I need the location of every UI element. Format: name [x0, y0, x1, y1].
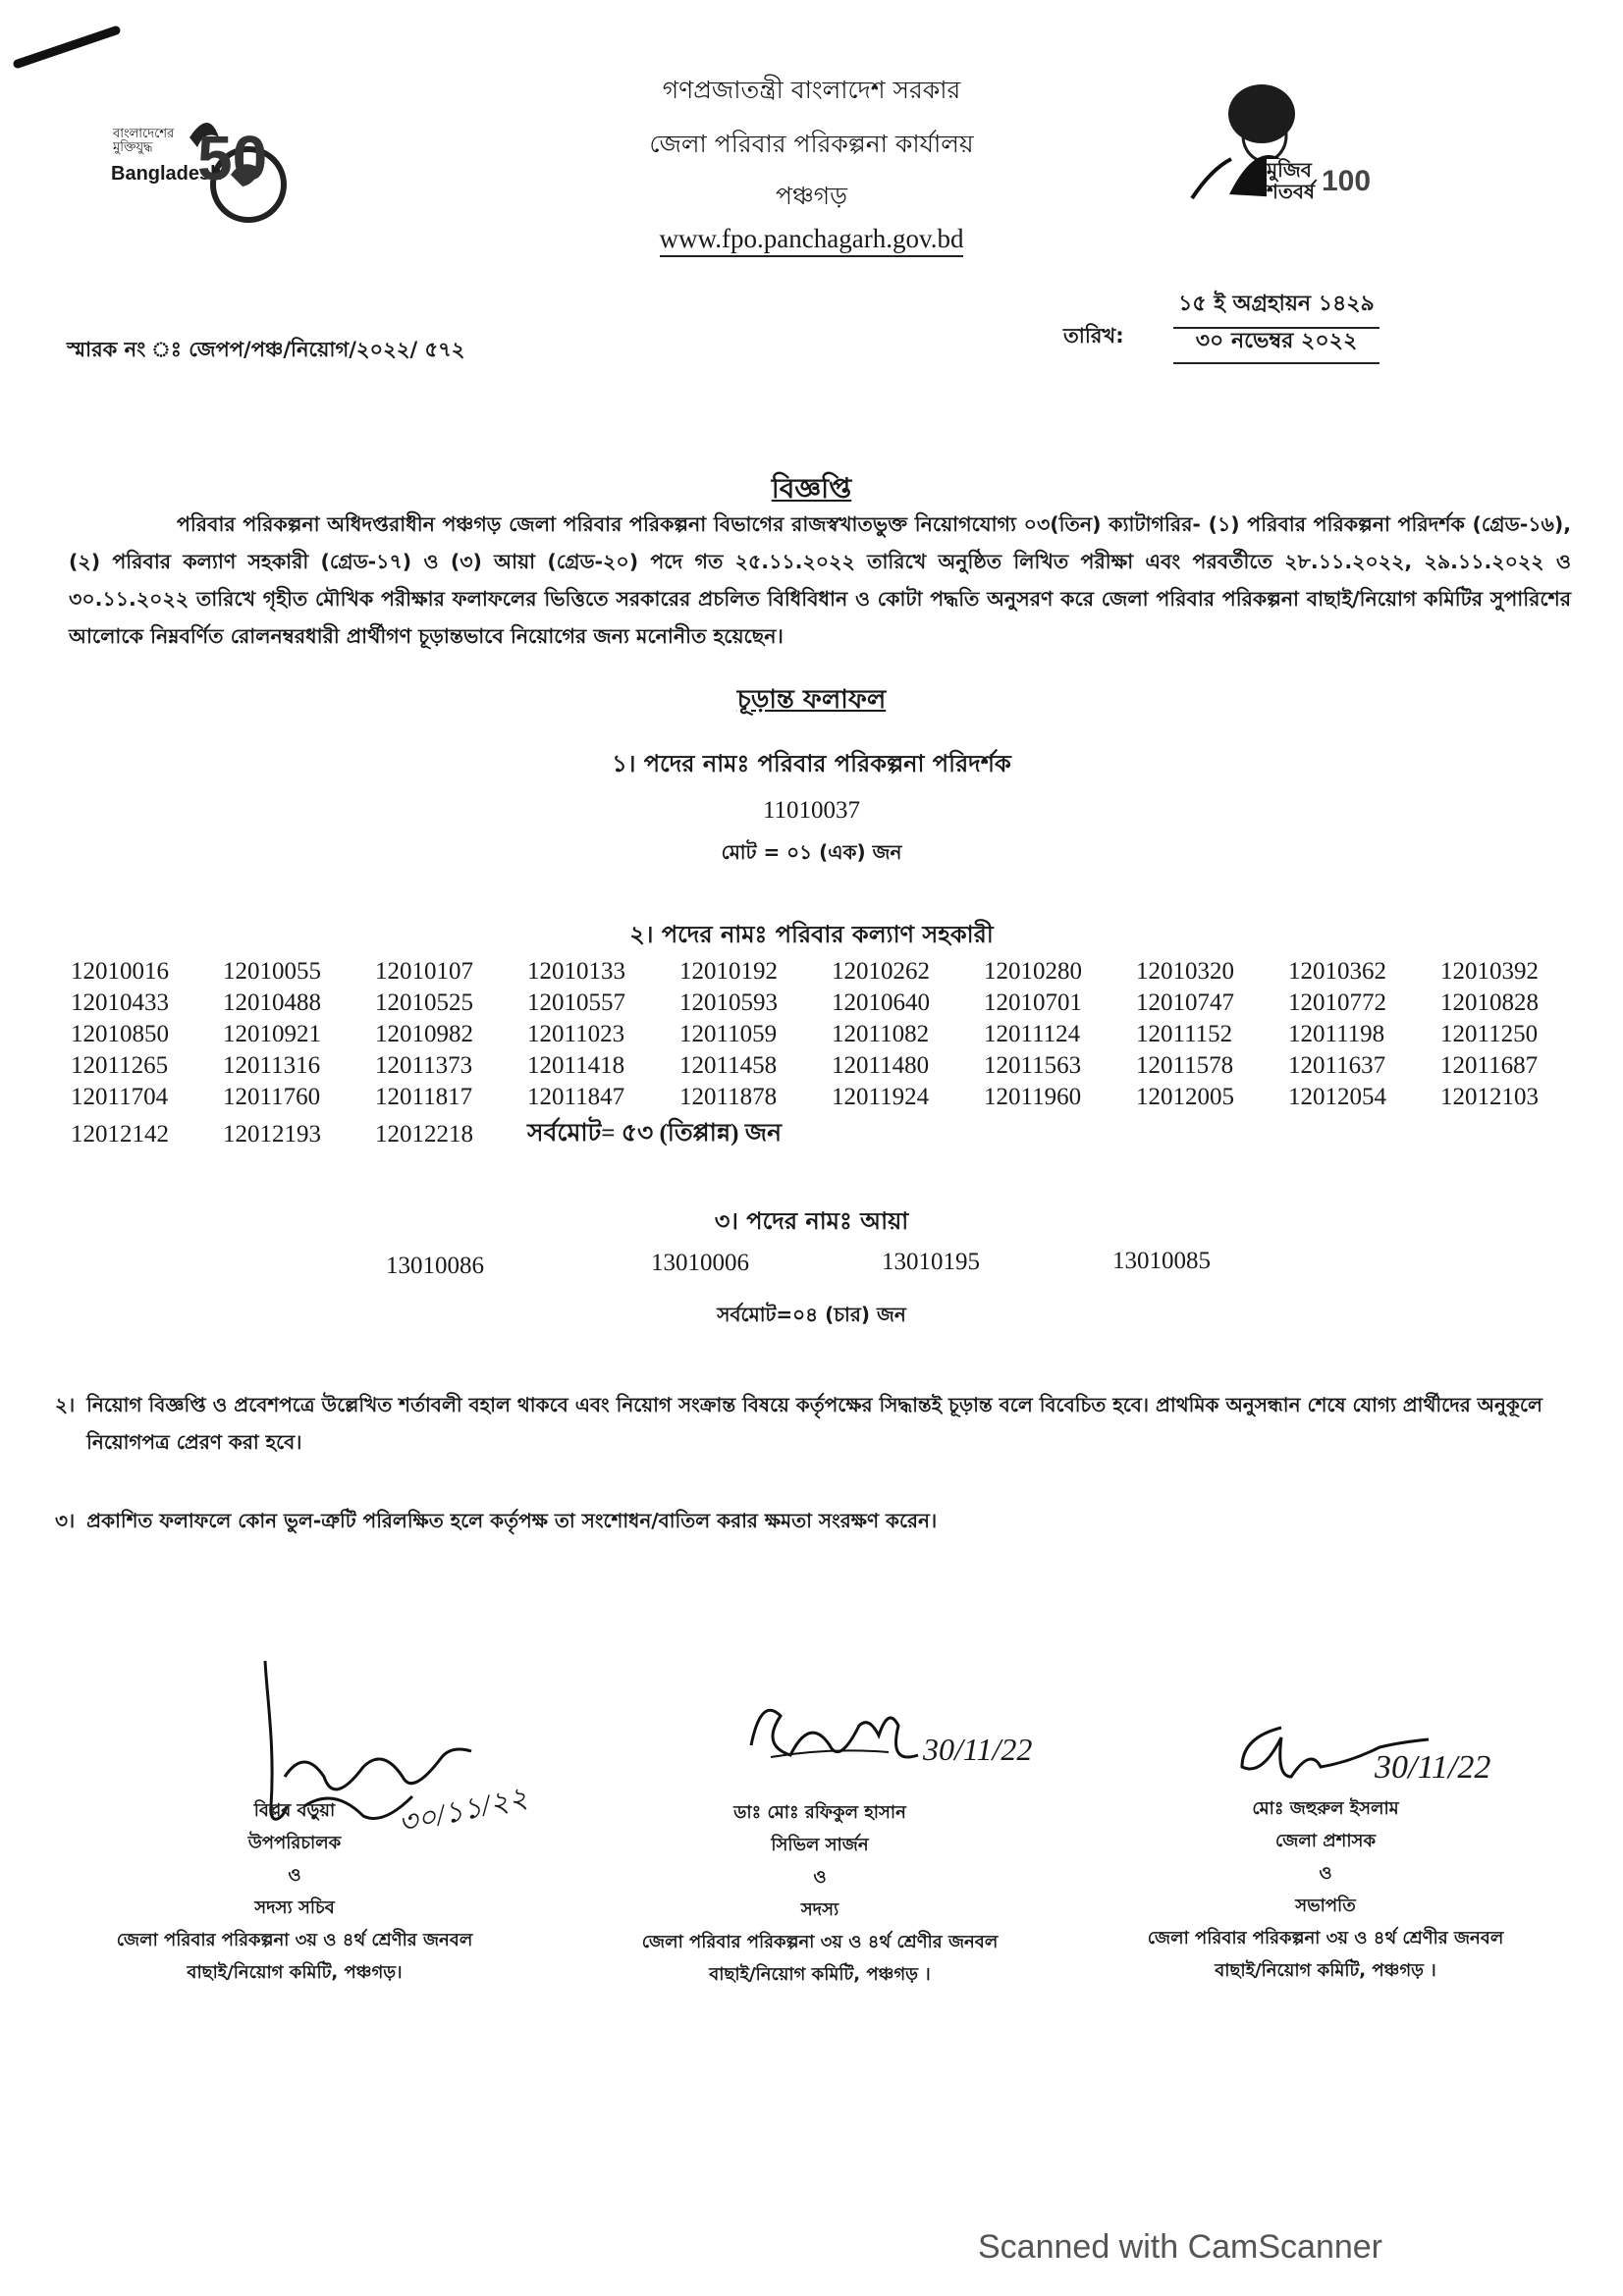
roll-number: 12011687 — [1440, 1052, 1539, 1079]
final-result-label: চূড়ান্ত ফলাফল — [736, 685, 887, 715]
roll-number: 12010262 — [832, 958, 930, 985]
roll-row — [71, 1019, 1593, 1050]
roll-number: 12012142 — [71, 1120, 169, 1148]
signatory-committee-place: বাছাই/নিয়োগ কমিটি, পঞ্চগড় । — [709, 1964, 931, 1985]
signatory-role: সভাপতি — [1295, 1896, 1356, 1916]
roll-number: 12010828 — [1440, 989, 1539, 1016]
signatory-committee: জেলা পরিবার পরিকল্পনা ৩য় ও ৪র্থ শ্রেণীর জনবল — [641, 1932, 999, 1952]
roll-number: 12010192 — [679, 958, 778, 985]
header-office: জেলা পরিবার পরিকল্পনা কার্যালয় — [649, 130, 974, 158]
date-english: ৩০ নভেম্বর ২০২২ — [1173, 324, 1380, 364]
note-2 — [55, 1386, 1572, 1461]
roll-number: 12011418 — [527, 1052, 625, 1079]
roll-number: 12010055 — [223, 958, 321, 985]
roll-number: 12010747 — [1136, 989, 1234, 1016]
roll-number: 12011059 — [679, 1021, 778, 1047]
roll-number: 12010921 — [223, 1021, 321, 1047]
roll-number: 12012054 — [1288, 1084, 1386, 1110]
roll-number: 12010320 — [1136, 958, 1234, 985]
date-bangla: ১৫ ই অগ্রহায়ন ১৪২৯ — [1173, 287, 1380, 329]
section2-total: সর্বমোট= ৫৩ (তিপ্পান্ন) জন — [527, 1120, 783, 1147]
roll-number: 12011152 — [1136, 1021, 1233, 1047]
roll-number: 12010392 — [1440, 958, 1539, 985]
roll-number: 12010640 — [832, 989, 930, 1016]
roll-number: 12011316 — [223, 1052, 321, 1079]
signatory-title: সিভিল সার্জন — [771, 1835, 869, 1855]
section3-title: ৩। পদের নামঃ আয়া — [714, 1207, 909, 1235]
roll-number: 12010107 — [375, 958, 473, 985]
roll-number: 12011760 — [223, 1084, 321, 1110]
roll-number: 12012218 — [375, 1120, 473, 1148]
date-label: তারিখ: — [1063, 324, 1124, 347]
signatory-name: মোঃ জহুরুল ইসলাম — [1252, 1798, 1399, 1819]
signatory-and: ও — [288, 1865, 301, 1886]
roll-number: 12012005 — [1136, 1084, 1234, 1110]
pen-mark — [10, 25, 128, 74]
roll-number: 12010593 — [679, 989, 778, 1016]
section1-title: ১। পদের নামঃ পরিবার পরিকল্পনা পরিদর্শক — [612, 750, 1011, 777]
note-number: ৩। — [55, 1509, 76, 1532]
notice-paragraph: পরিবার পরিকল্পনা অধিদপ্তরাধীন পঞ্চগড় জেলা পরিবার পরিকল্পনা বিভাগের রাজস্বখাতভুক্ত নিয়োগযোগ্য ০৩(তিন) ক্যাটাগরির- (১) পরিবার পরিকল্পনা পরিদর্শক (গ্রেড-১৬), (২) পরিবার কল্যাণ সহকারী (গ্রেড-১৭) ও (৩) আয়া (গ্রেড-২০) পদে গত ২৫.১১.২০২২ তারিখে অনুষ্ঠিত লিখিত পরীক্ষা এবং পরবর্তীতে ২৮.১১.২০২২, ২৯.১১.২০২২ ও ৩০.১১.২০২২ তারিখে গৃহীত মৌখিক পরীক্ষার ফলাফলের ভিত্তিতে সরকারের প্রচলিত বিধিবিধান ও কোটা পদ্ধতি অনুসরণ করে জেলা পরিবার পরিকল্পনা বাছাই/নিয়োগ কমিটির সুপারিশের আলোকে নিম্নবর্ণিত রোলনম্বরধারী প্রার্থীগণ চূড়ান্তভাবে নিয়োগের জন্য মনোনীত হয়েছেন। — [69, 512, 1571, 648]
section3-roll: 13010086 — [386, 1253, 484, 1279]
signatory-committee-place: বাছাই/নিয়োগ কমিটি, পঞ্চগড়। — [187, 1962, 403, 1983]
roll-number: 12010488 — [223, 989, 321, 1016]
logo-left-small-text: বাংলাদেশের মুক্তিযুদ্ধ — [113, 127, 175, 155]
header-government: গণপ্রজাতন্ত্রী বাংলাদেশ সরকার — [662, 76, 961, 104]
signatory-3 — [1090, 1792, 1561, 1987]
signatory-role: সদস্য — [800, 1899, 839, 1920]
roll-number: 12011198 — [1288, 1021, 1385, 1047]
roll-number: 12011458 — [679, 1052, 778, 1079]
signatory-title: উপপরিচালক — [247, 1833, 342, 1853]
roll-number: 12011960 — [984, 1084, 1082, 1110]
roll-row — [71, 956, 1593, 988]
final-result-title — [0, 679, 1623, 722]
roll-number: 12010772 — [1288, 989, 1386, 1016]
roll-number: 12010701 — [984, 989, 1082, 1016]
logo-left-number: 50 — [197, 123, 268, 193]
roll-number: 12010850 — [71, 1021, 169, 1047]
roll-number: 12011250 — [1440, 1021, 1539, 1047]
roll-number: 12010557 — [527, 989, 625, 1016]
roll-number: 12010133 — [527, 958, 625, 985]
signatory-name: ডাঃ মোঃ রফিকুল হাসান — [733, 1802, 906, 1823]
roll-number: 12011373 — [375, 1052, 473, 1079]
roll-number: 12010525 — [375, 989, 473, 1016]
logo-right-number: 100 — [1322, 165, 1372, 197]
signatory-role: সদস্য সচিব — [254, 1897, 335, 1918]
roll-row — [71, 988, 1593, 1019]
signatory-committee: জেলা পরিবার পরিকল্পনা ৩য় ও ৪র্থ শ্রেণীর জনবল — [116, 1930, 473, 1950]
roll-number: 12011124 — [984, 1021, 1081, 1047]
signature-2-date: 30/11/22 — [923, 1732, 1033, 1767]
section3-total: সর্বমোট=০৪ (চার) জন — [717, 1303, 906, 1326]
roll-row — [71, 1113, 1593, 1155]
signature-3-date: 30/11/22 — [1375, 1749, 1491, 1786]
header-district: পঞ্চগড় — [775, 182, 848, 210]
roll-number: 12011817 — [375, 1084, 473, 1110]
note-3 — [55, 1502, 1572, 1539]
header-website: www.fpo.panchagarh.gov.bd — [660, 224, 964, 257]
section3-roll: 13010006 — [651, 1250, 749, 1276]
signatory-title: জেলা প্রশাসক — [1274, 1831, 1377, 1851]
roll-number: 12011563 — [984, 1052, 1082, 1079]
roll-number: 12011578 — [1136, 1052, 1234, 1079]
memo-number: স্মারক নং ঃ জেপপ/পঞ্চ/নিয়োগ/২০২২/ ৫৭২ — [67, 338, 465, 361]
signatory-and: ও — [813, 1867, 827, 1888]
note-text: নিয়োগ বিজ্ঞপ্তি ও প্রবেশপত্রে উল্লেখিত শর্তাবলী বহাল থাকবে এবং নিয়োগ সংক্রান্ত বিষয়ে কর্তৃপক্ষের সিদ্ধান্তই চূড়ান্ত বলে বিবেচিত হবে। প্রাথমিক অনুসন্ধান শেষে যোগ্য প্রার্থীদের অনুকূলে নিয়োগপত্র প্রেরণ করা হবে। — [86, 1393, 1542, 1454]
signature-1-date: ৩০/১১/২২ — [395, 1781, 531, 1841]
logo-left-text: Bangladesh — [111, 163, 223, 185]
notice-title: বিজ্ঞপ্তি — [771, 472, 852, 505]
section2-roll-table — [71, 956, 1593, 1155]
roll-number: 12011265 — [71, 1052, 169, 1079]
signatory-and: ও — [1319, 1863, 1332, 1884]
roll-number: 12011924 — [832, 1084, 930, 1110]
signatory-name: বিপ্লব বড়ুয়া — [253, 1800, 336, 1821]
roll-number: 12010982 — [375, 1021, 473, 1047]
roll-number: 12011878 — [679, 1084, 778, 1110]
header-website-wrap — [0, 224, 1623, 254]
roll-number: 12011082 — [832, 1021, 930, 1047]
roll-row — [71, 1050, 1593, 1082]
roll-number: 12010433 — [71, 989, 169, 1016]
section2-title: ২। পদের নামঃ পরিবার কল্যাণ সহকারী — [629, 921, 994, 948]
note-text: প্রকাশিত ফলাফলে কোন ভুল-ত্রুটি পরিলক্ষিত হলে কর্তৃপক্ষ তা সংশোধন/বাতিল করার ক্ষমতা সংরক্ষণ করেন। — [86, 1509, 938, 1532]
roll-number: 12010280 — [984, 958, 1082, 985]
section1-total: মোট = ০১ (এক) জন — [721, 840, 902, 864]
section3-roll: 13010195 — [882, 1249, 980, 1275]
section1-roll: 11010037 — [762, 797, 861, 824]
roll-row — [71, 1082, 1593, 1113]
roll-number: 12011637 — [1288, 1052, 1386, 1079]
signatory-2 — [579, 1796, 1060, 1991]
roll-number: 12010016 — [71, 958, 169, 985]
logo-right-text: মুজিব শতবর্ষ — [1267, 159, 1321, 202]
roll-number: 12011704 — [71, 1084, 169, 1110]
signature-2 — [741, 1686, 938, 1775]
roll-number: 12012193 — [223, 1120, 321, 1148]
scanner-watermark: Scanned with CamScanner — [978, 2228, 1383, 2266]
roll-number: 12012103 — [1440, 1084, 1539, 1110]
roll-number: 12011847 — [527, 1084, 625, 1110]
signatory-committee: জেলা পরিবার পরিকল্পনা ৩য় ও ৪র্থ শ্রেণীর জনবল — [1147, 1928, 1504, 1949]
roll-number: 12011023 — [527, 1021, 625, 1047]
note-number: ২। — [55, 1393, 76, 1416]
signatory-committee-place: বাছাই/নিয়োগ কমিটি, পঞ্চগড় । — [1215, 1960, 1436, 1981]
signatory-1 — [54, 1794, 535, 1989]
roll-number: 12010362 — [1288, 958, 1386, 985]
section3-roll: 13010085 — [1112, 1248, 1211, 1274]
roll-number: 12011480 — [832, 1052, 930, 1079]
